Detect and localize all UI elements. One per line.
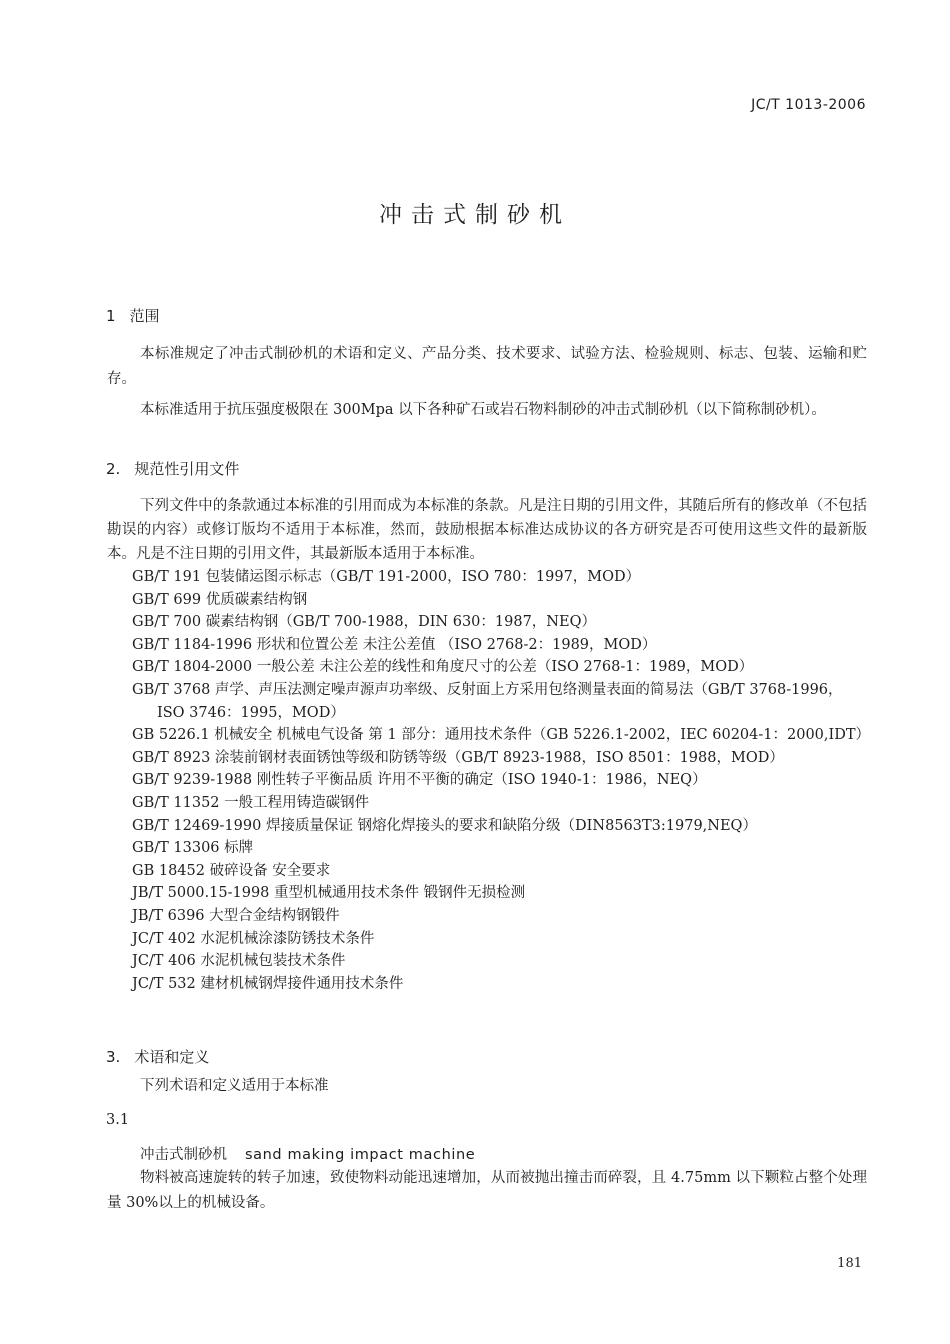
section-3-heading [106,1046,209,1067]
reference-item: GB/T 3768 声学、声压法测定噪声源声功率级、反射面上方采用包络测量表面的简易法（GB/T 3768-1996，ISO 3746：1995，MOD） [132,681,843,721]
section-2-intro: 下列文件中的条款通过本标准的引用而成为本标准的条款。凡是注日期的引用文件，其随后所有的修改单（不包括勘误的内容）或修订版均不适用于本标准，然而，鼓励根据本标准达成协议的各方研究是否可使用这些文件的最新版本。凡是不注日期的引用文件，其最新版本适用于本标准。 [107,498,867,562]
section-1-paragraph-2: 本标准适用于抗压强度极限在 300Mpa 以下各种矿石或岩石物料制砂的冲击式制砂机（以下简称制砂机）。 [140,402,826,418]
section-1-number: 1 [106,307,116,325]
section-1-title: 范围 [129,307,160,325]
reference-item: GB/T 9239-1988 刚性转子平衡品质 许用不平衡的确定（ISO 1940-1：1986，NEQ） [132,772,707,789]
section-2-title: 规范性引用文件 [134,460,240,478]
section-1-heading [106,305,160,326]
reference-item: JC/T 532 建材机械钢焊接件通用技术条件 [132,975,404,992]
reference-item: GB/T 1184-1996 形状和位置公差 未注公差值 （ISO 2768-2：1989，MOD） [132,636,657,653]
reference-item: JB/T 6396 大型合金结构钢锻件 [132,907,340,924]
reference-item: GB/T 700 碳素结构钢（GB/T 700-1988，DIN 630：1987，NEQ） [132,614,596,631]
reference-item: GB/T 11352 一般工程用铸造碳钢件 [132,794,370,811]
reference-item: GB/T 13306 标牌 [132,840,254,857]
term-entry [140,1143,475,1164]
reference-item: JC/T 406 水泥机械包装技术条件 [132,953,346,970]
term-chinese: 冲击式制砂机 [140,1147,227,1163]
term-number: 3.1 [106,1112,130,1128]
document-title: 冲击式制砂机 [379,202,571,228]
section-2-heading [106,458,239,479]
reference-item: GB/T 699 优质碳素结构钢 [132,591,308,608]
reference-list [107,566,871,995]
section-3-title: 术语和定义 [134,1048,210,1066]
reference-item: JB/T 5000.15-1998 重型机械通用技术条件 锻钢件无损检测 [132,885,526,902]
reference-item: GB/T 191 包装储运图示标志（GB/T 191-2000，ISO 780：1997，MOD） [132,569,641,585]
reference-item: JC/T 402 水泥机械涂漆防锈技术条件 [132,930,375,947]
reference-item: GB/T 1804-2000 一般公差 未注公差的线性和角度尺寸的公差（ISO 2768-1：1989，MOD） [132,659,754,676]
reference-item: GB 5226.1 机械安全 机械电气设备 第 1 部分：通用技术条件（GB 5226.1-2002，IEC 60204-1：2000,IDT） [132,727,871,744]
reference-item: GB/T 12469-1990 焊接质量保证 钢熔化焊接头的要求和缺陷分级（DIN8563T3:1979,NEQ） [132,817,757,834]
term-english: sand making impact machine [245,1147,476,1163]
section-2-number: 2. [106,460,121,478]
section-3-intro: 下列术语和定义适用于本标准 [140,1078,329,1094]
reference-item: GB/T 8923 涂装前钢材表面锈蚀等级和防锈等级（GB/T 8923-1988，ISO 8501：1988，MOD） [132,749,784,766]
reference-item: GB 18452 破碎设备 安全要求 [132,862,331,879]
section-1-paragraph-1: 本标准规定了冲击式制砂机的术语和定义、产品分类、技术要求、试验方法、检验规则、标志、包装、运输和贮存。 [107,346,867,387]
document-code: JC/T 1013-2006 [751,97,866,113]
page-number: 181 [837,1256,862,1271]
term-definition: 物料被高速旋转的转子加速，致使物料动能迅速增加，从而被抛出撞击而碎裂，且 4.75mm 以下颗粒占整个处理量 30%以上的机械设备。 [107,1170,867,1211]
section-3-number: 3. [106,1048,121,1066]
